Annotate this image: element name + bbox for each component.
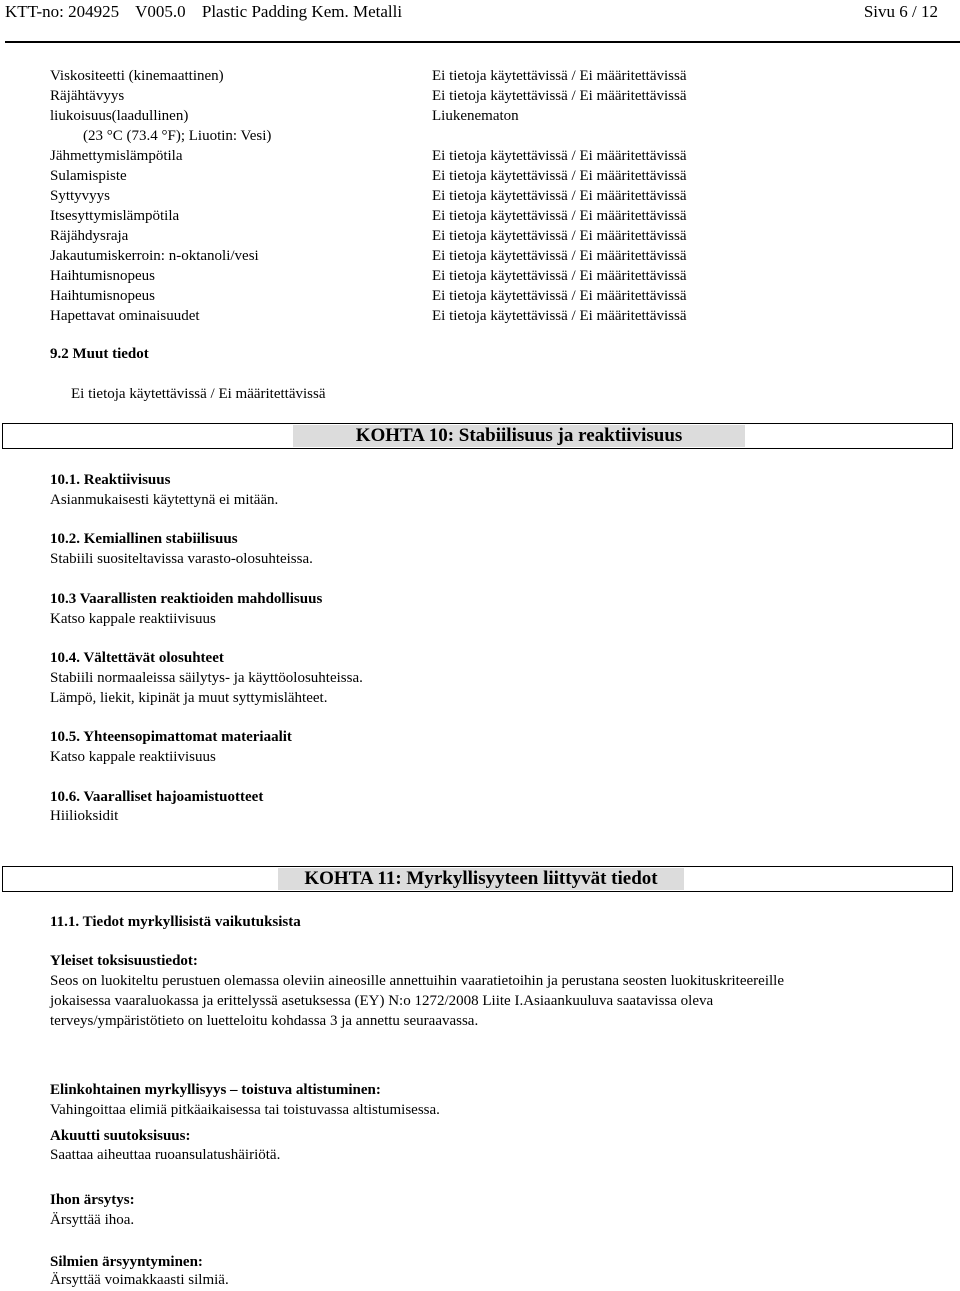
- ktt-number: KTT-no: 204925: [5, 2, 120, 21]
- property-row: [50, 306, 940, 326]
- header-divider: [5, 42, 960, 43]
- section-9-2-heading: 9.2 Muut tiedot: [50, 346, 149, 362]
- property-label: Haihtumisnopeus: [50, 268, 155, 284]
- header-left: [5, 0, 414, 24]
- property-value: Ei tietoja käytettävissä / Ei määritettävissä: [432, 148, 687, 164]
- section-9-2-text: Ei tietoja käytettävissä / Ei määritettävissä: [71, 386, 326, 402]
- section-10-4-heading: 10.4. Vältettävät olosuhteet: [50, 650, 224, 666]
- page-header: [5, 0, 938, 24]
- property-label: Viskositeetti (kinemaattinen): [50, 68, 224, 84]
- section-10-3-heading: 10.3 Vaarallisten reaktioiden mahdollisuus: [50, 591, 323, 607]
- property-row: [50, 126, 940, 146]
- section-10-4-text-2: Lämpö, liekit, kipinät ja muut syttymislähteet.: [50, 690, 328, 706]
- property-row: [50, 246, 940, 266]
- general-toxicity-line-2: jokaisessa vaaraluokassa ja erittelyssä asetuksessa (EY) N:o 1272/2008 Liite I.Asiaankuuluva saatavissa oleva: [50, 993, 714, 1009]
- eye-irritation-text: Ärsyttää voimakkaasti silmiä.: [50, 1272, 229, 1288]
- acute-oral-heading: Akuutti suutoksisuus:: [50, 1128, 191, 1144]
- general-toxicity-heading: Yleiset toksisuustiedot:: [50, 953, 198, 969]
- property-row: [50, 286, 940, 306]
- section-10-title: KOHTA 10: Stabiilisuus ja reaktiivisuus: [293, 425, 745, 447]
- property-label: Jakautumiskerroin: n-oktanoli/vesi: [50, 248, 259, 264]
- property-value: Ei tietoja käytettävissä / Ei määritettävissä: [432, 208, 687, 224]
- property-row: [50, 146, 940, 166]
- product-name: Plastic Padding Kem. Metalli: [201, 2, 403, 21]
- section-10-bar: [2, 423, 953, 449]
- general-toxicity-line-1: Seos on luokiteltu perustuen olemassa oleviin aineosille annettuihin vaaratietoihin ja perustana seosten luokituskriteereille: [50, 973, 784, 989]
- property-row: [50, 166, 940, 186]
- property-value: Ei tietoja käytettävissä / Ei määritettävissä: [432, 248, 687, 264]
- property-row: [50, 226, 940, 246]
- property-label: Itsesyttymislämpötila: [50, 208, 180, 224]
- skin-irritation-heading: Ihon ärsytys:: [50, 1192, 135, 1208]
- properties-table: [50, 66, 940, 326]
- section-10-2-heading: 10.2. Kemiallinen stabiilisuus: [50, 531, 238, 547]
- property-label: Haihtumisnopeus: [50, 288, 155, 304]
- section-10-6-heading: 10.6. Vaaralliset hajoamistuotteet: [50, 789, 264, 805]
- property-value: Ei tietoja käytettävissä / Ei määritettävissä: [432, 228, 687, 244]
- property-label: Sulamispiste: [50, 168, 127, 184]
- property-label: Jähmettymislämpötila: [50, 148, 183, 164]
- eye-irritation-heading: Silmien ärsyyntyminen:: [50, 1254, 203, 1270]
- section-10-1-text: Asianmukaisesti käytettynä ei mitään.: [50, 492, 279, 508]
- property-row: [50, 206, 940, 226]
- property-label: Räjähtävyys: [50, 88, 125, 104]
- section-10-5-text: Katso kappale reaktiivisuus: [50, 749, 216, 765]
- property-row: [50, 106, 940, 126]
- section-10-3-text: Katso kappale reaktiivisuus: [50, 611, 216, 627]
- property-value: Ei tietoja käytettävissä / Ei määritettävissä: [432, 68, 687, 84]
- property-label: Räjähdysraja: [50, 228, 129, 244]
- general-toxicity-line-3: terveys/ympäristötieto on luetteloitu kohdassa 3 ja annettu seuraavassa.: [50, 1013, 479, 1029]
- property-row: [50, 66, 940, 86]
- property-row: [50, 186, 940, 206]
- section-11-title: KOHTA 11: Myrkyllisyyteen liittyvät tiedot: [278, 868, 684, 890]
- property-value: Liukenematon: [432, 108, 519, 124]
- page-number: Sivu 6 / 12: [863, 2, 938, 21]
- property-value: Ei tietoja käytettävissä / Ei määritettävissä: [432, 188, 687, 204]
- section-10-1-heading: 10.1. Reaktiivisuus: [50, 472, 171, 488]
- section-10-4-text-1: Stabiili normaaleissa säilytys- ja käyttöolosuhteissa.: [50, 670, 363, 686]
- version: V005.0: [135, 2, 186, 21]
- property-label: Hapettavat ominaisuudet: [50, 308, 200, 324]
- property-value: Ei tietoja käytettävissä / Ei määritettävissä: [432, 288, 687, 304]
- property-value: Ei tietoja käytettävissä / Ei määritettävissä: [432, 268, 687, 284]
- skin-irritation-text: Ärsyttää ihoa.: [50, 1212, 135, 1228]
- property-label: Syttyvyys: [50, 188, 111, 204]
- section-11-bar: [2, 866, 953, 892]
- property-label: liukoisuus(laadullinen): [50, 108, 189, 124]
- acute-oral-text: Saattaa aiheuttaa ruoansulatushäiriötä.: [50, 1147, 281, 1163]
- section-10-2-text: Stabiili suositeltavissa varasto-olosuhteissa.: [50, 551, 313, 567]
- section-10-6-text: Hiilioksidit: [50, 808, 119, 824]
- property-label: (23 °C (73.4 °F); Liuotin: Vesi): [83, 128, 272, 144]
- property-value: Ei tietoja käytettävissä / Ei määritettävissä: [432, 308, 687, 324]
- stot-re-heading: Elinkohtainen myrkyllisyys – toistuva altistuminen:: [50, 1082, 381, 1098]
- section-11-1-heading: 11.1. Tiedot myrkyllisistä vaikutuksista: [50, 914, 301, 930]
- property-row: [50, 266, 940, 286]
- property-value: Ei tietoja käytettävissä / Ei määritettävissä: [432, 168, 687, 184]
- stot-re-text: Vahingoittaa elimiä pitkäaikaisessa tai toistuvassa altistumisessa.: [50, 1102, 440, 1118]
- property-value: Ei tietoja käytettävissä / Ei määritettävissä: [432, 88, 687, 104]
- section-10-5-heading: 10.5. Yhteensopimattomat materiaalit: [50, 729, 292, 745]
- property-row: [50, 86, 940, 106]
